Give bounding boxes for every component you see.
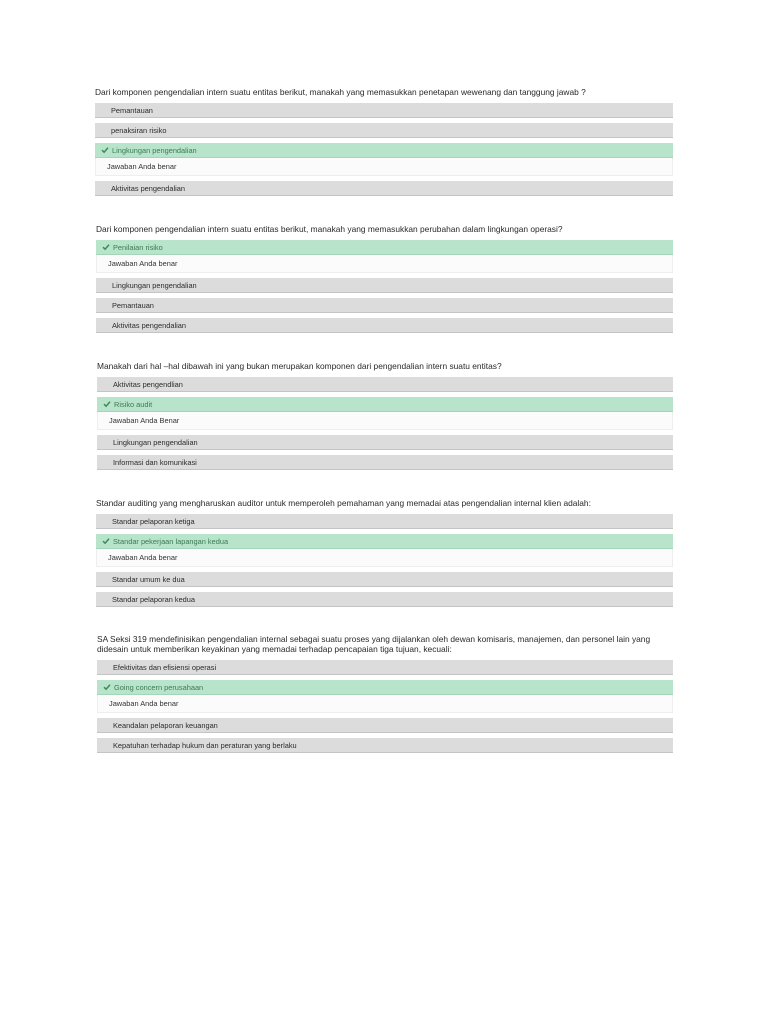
answer-feedback — [97, 412, 673, 430]
feedback-text: Jawaban Anda Benar — [109, 416, 180, 425]
answer-option[interactable] — [95, 123, 673, 138]
question-3 — [97, 361, 673, 475]
question-4 — [96, 498, 673, 612]
option-label: Lingkungan pengendalian — [113, 437, 198, 447]
option-label: Aktivitas pengendalian — [111, 183, 185, 193]
answer-feedback — [96, 549, 673, 567]
answer-option[interactable] — [97, 718, 673, 733]
answer-option[interactable] — [96, 592, 673, 607]
answer-option[interactable] — [96, 298, 673, 313]
answer-option-correct[interactable] — [95, 143, 673, 158]
answer-option-correct[interactable] — [96, 240, 673, 255]
feedback-text: Jawaban Anda benar — [108, 259, 178, 268]
answer-option[interactable] — [96, 514, 673, 529]
option-label: penaksiran risiko — [111, 125, 167, 135]
option-label: Penilaian risiko — [113, 242, 163, 252]
check-icon — [101, 146, 109, 154]
option-label: Standar umum ke dua — [112, 574, 185, 584]
feedback-text: Jawaban Anda benar — [109, 699, 179, 708]
answer-option[interactable] — [97, 435, 673, 450]
option-label: Efektivitas dan efisiensi operasi — [113, 662, 217, 672]
answer-option[interactable] — [95, 103, 673, 118]
question-text: Dari komponen pengendalian intern suatu entitas berikut, manakah yang memasukkan penetapan wewenang dan tanggung jawab ? — [95, 87, 586, 97]
answer-option[interactable] — [96, 318, 673, 333]
question-text: SA Seksi 319 mendefinisikan pengendalian internal sebagai suatu proses yang dijalankan oleh dewan komisaris, manajemen, dan personel lain yang didesain untuk memberikan keyakinan yang memadai terhadap pencapaian tiga tujuan, kecuali: — [97, 634, 651, 654]
option-label: Aktivitas pengendalian — [112, 320, 186, 330]
answer-option[interactable] — [97, 660, 673, 675]
option-label: Pemantauan — [111, 105, 153, 115]
option-label: Lingkungan pengendalian — [112, 145, 197, 155]
check-icon — [102, 537, 110, 545]
answer-option[interactable] — [97, 377, 673, 392]
answer-option-correct[interactable] — [96, 534, 673, 549]
answer-option[interactable] — [96, 278, 673, 293]
question-5 — [97, 634, 673, 758]
question-2 — [96, 224, 673, 338]
answer-feedback — [95, 158, 673, 176]
option-label: Risiko audit — [114, 399, 153, 409]
check-icon — [102, 243, 110, 251]
feedback-text: Jawaban Anda benar — [107, 162, 177, 171]
answer-feedback — [96, 255, 673, 273]
check-icon — [103, 683, 111, 691]
option-label: Going concern perusahaan — [114, 682, 204, 692]
option-label: Standar pekerjaan lapangan kedua — [113, 536, 229, 546]
option-label: Keandalan pelaporan keuangan — [113, 720, 218, 730]
option-label: Lingkungan pengendalian — [112, 280, 197, 290]
option-label: Aktivitas pengendlian — [113, 379, 183, 389]
answer-option[interactable] — [97, 455, 673, 470]
answer-option-correct[interactable] — [97, 680, 673, 695]
option-label: Pemantauan — [112, 300, 154, 310]
answer-option[interactable] — [97, 738, 673, 753]
option-label: Kepatuhan terhadap hukum dan peraturan yang berlaku — [113, 740, 297, 750]
answer-option[interactable] — [96, 572, 673, 587]
option-label: Informasi dan komunikasi — [113, 457, 197, 467]
question-text: Manakah dari hal –hal dibawah ini yang bukan merupakan komponen dari pengendalian intern suatu entitas? — [97, 361, 502, 371]
answer-feedback — [97, 695, 673, 713]
answer-option[interactable] — [95, 181, 673, 196]
question-text: Dari komponen pengendalian intern suatu entitas berikut, manakah yang memasukkan perubahan dalam lingkungan operasi? — [96, 224, 563, 234]
feedback-text: Jawaban Anda benar — [108, 553, 178, 562]
question-1 — [95, 87, 673, 201]
check-icon — [103, 400, 111, 408]
answer-option-correct[interactable] — [97, 397, 673, 412]
question-text: Standar auditing yang mengharuskan auditor untuk memperoleh pemahaman yang memadai atas pengendalian internal klien adalah: — [96, 498, 591, 508]
option-label: Standar pelaporan ketiga — [112, 516, 195, 526]
option-label: Standar pelaporan kedua — [112, 594, 196, 604]
